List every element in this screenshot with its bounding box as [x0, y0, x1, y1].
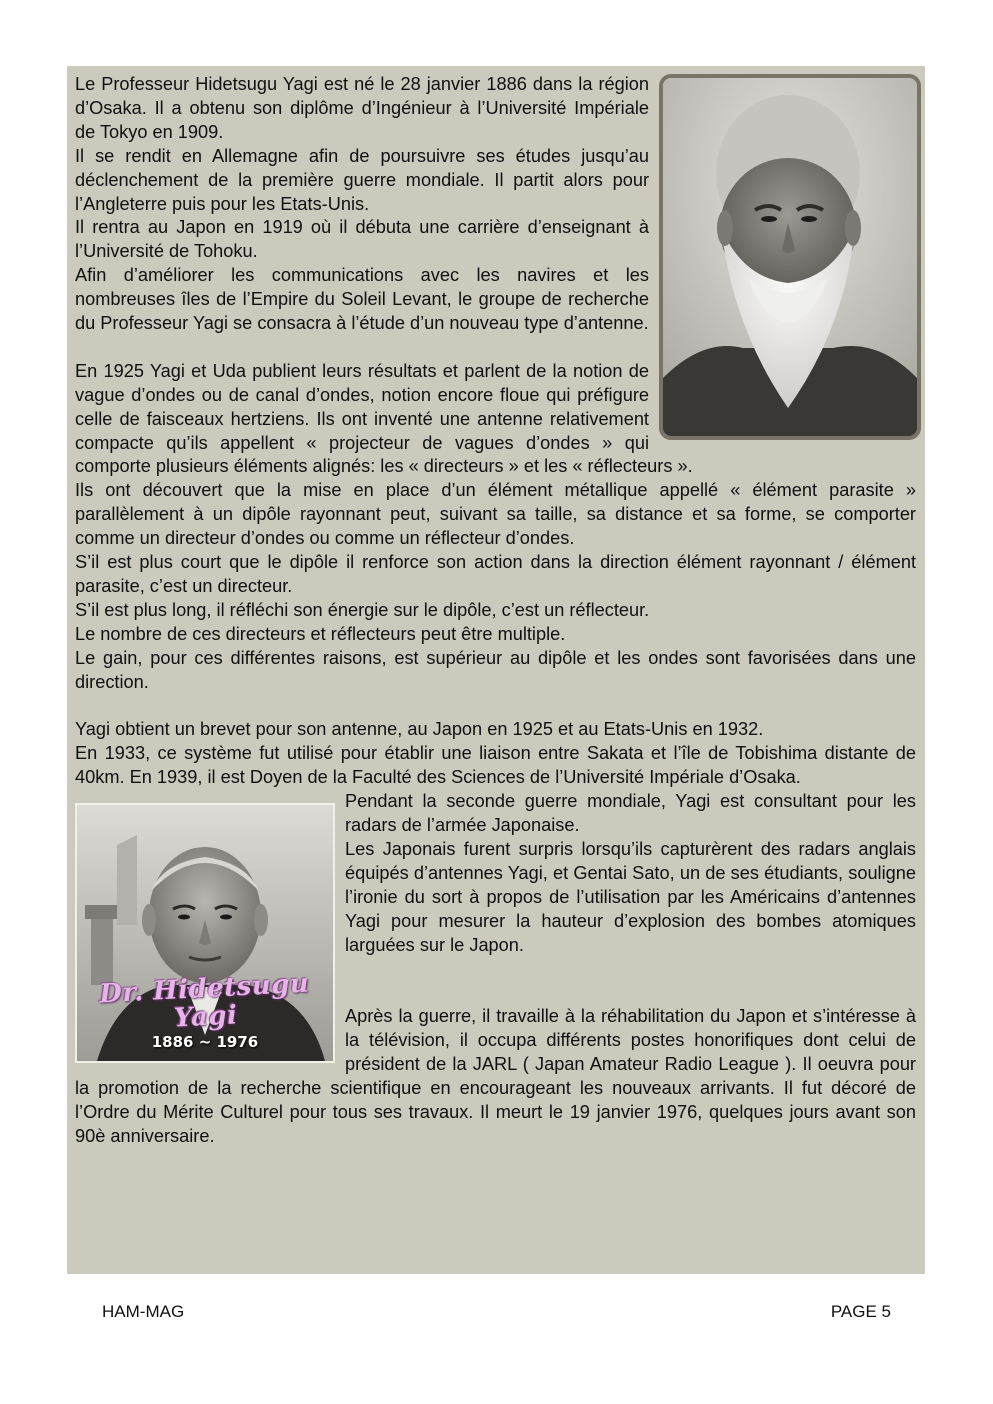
article-body [75, 73, 916, 1149]
portrait-photo-captioned [75, 803, 335, 1063]
photo-caption-name: Dr. Hidetsugu Yagi [98, 968, 311, 1034]
paragraph: S’il est plus court que le dipôle il renforce son action dans la direction élément rayonnant / élément parasite, c’est un directeur. [75, 552, 916, 597]
photo-caption-years: 1886 ~ 1976 [151, 1033, 259, 1052]
footer-page-number: PAGE 5 [830, 1302, 891, 1321]
paragraph-gap [75, 695, 916, 719]
portrait-bearded-image [663, 78, 917, 436]
paragraph: Ils ont découvert que la mise en place d’un élément métallique appellé « élément parasite » parallèlement à un dipôle rayonnant peut, suivant sa taille, sa distance et sa forme, se comporter comme un directeur d’ondes ou comme un réflecteur d’ondes. [75, 480, 916, 549]
paragraph: Il rentra au Japon en 1919 où il débuta une carrière d’enseignant à l’Université de Tohoku. [75, 217, 649, 262]
photo-caption [77, 968, 333, 1055]
portrait-photo-bearded [659, 74, 921, 440]
paragraph: Le gain, pour ces différentes raisons, est supérieur au dipôle et les ondes sont favorisées dans une direction. [75, 647, 916, 692]
paragraph: Les Japonais furent surpris lorsqu’ils capturèrent des radars anglais équipés d’antennes Yagi, et Gentai Sato, un de ses étudiants, souligne l’ironie du sort à propos de l’utilisation par les Américains d’antennes Yagi pour mesurer la hauteur d’explosion des bombes atomiques larguées sur le Japon. [345, 838, 916, 955]
paragraph: En 1933, ce système fut utilisé pour établir une liaison entre Sakata et l’île de Tobishima distante de 40km. En 1939, il est Doyen de la Faculté des Sciences de l’Université Impériale d’Osaka. [75, 743, 916, 788]
paragraph: Le Professeur Hidetsugu Yagi est né le 28 janvier 1886 dans la région d’Osaka. Il a obtenu son diplôme d’Ingénieur à l’Université Impériale de Tokyo en 1909. [75, 74, 649, 142]
paragraph: En 1925 Yagi et Uda publient leurs résultats et parlent de la notion de vague d’ondes ou de canal d’ondes, notion encore floue qui préfigure celle de faisceaux hertziens. Ils ont inventé une antenne relativement compacte qu’ils appellent « projecteur de vagues d’ondes » qui comporte plusieurs éléments alignés: les « directeurs » et les « réflecteurs ». [75, 360, 693, 477]
paragraph: S’il est plus long, il réfléchi son énergie sur le dipôle, c’est un réflecteur. [75, 599, 650, 620]
paragraph: Yagi obtient un brevet pour son antenne, au Japon en 1925 et au Etats-Unis en 1932. [75, 719, 764, 740]
paragraph: Après la guerre, il travaille à la réhabilitation du Japon et s’intéresse à la télévision, il occupa différents postes honorifiques dont celui de président de la JARL ( Japan Amateur Radio League ). Il oeuvra pour la promotion de la recherche scientifique en encourageant les nouveaux arrivants. Il fut décoré de l’Ordre du Mérite Culturel pour tous ses travaux. Il meurt le 19 janvier 1976, quelques jours avant son 90è anniversaire. [75, 1006, 916, 1146]
paragraph: Le nombre de ces directeurs et réflecteurs peut être multiple. [75, 623, 566, 644]
paragraph: Pendant la seconde guerre mondiale, Yagi est consultant pour les radars de l’armée Japonaise. [345, 791, 916, 836]
paragraph: Il se rendit en Allemagne afin de poursuivre ses études jusqu’au déclenchement de la première guerre mondiale. Il partit alors pour l’Angleterre puis pour les Etats-Unis. [75, 145, 649, 214]
footer-magazine-name: HAM-MAG [102, 1302, 185, 1321]
article-panel [67, 66, 925, 1274]
paragraph: Afin d’améliorer les communications avec les navires et les nombreuses îles de l’Empire du Soleil Levant, le groupe de recherche du Professeur Yagi se consacra à l’étude d’un nouveau type d’antenne. [75, 265, 649, 334]
